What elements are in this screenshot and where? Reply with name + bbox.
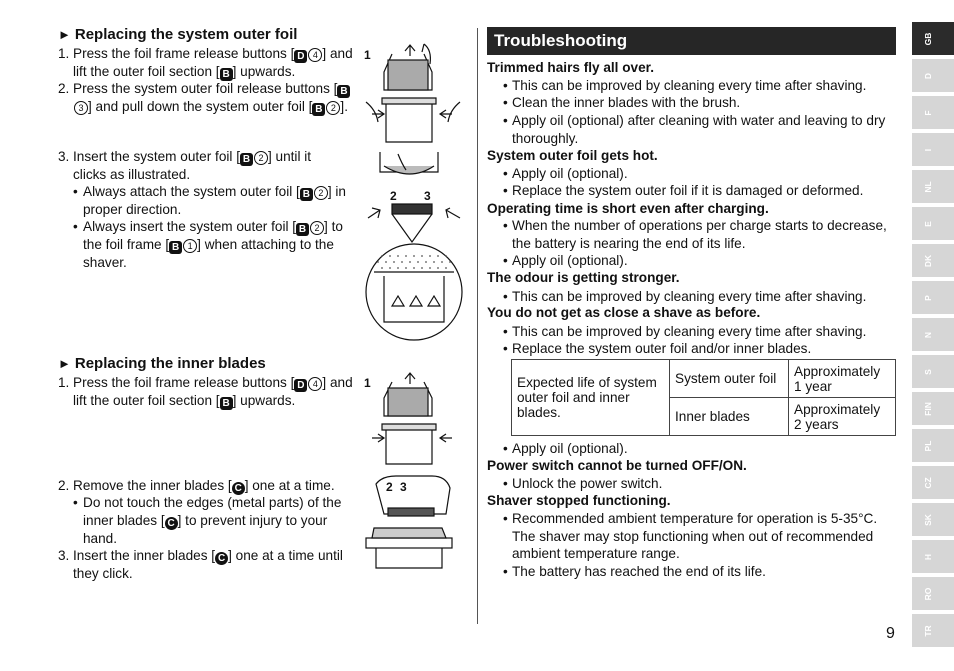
figure-label: 3: [400, 480, 407, 494]
solution-text: This can be improved by cleaning every time after shaving.: [512, 289, 867, 304]
expected-life-label: Expected life of system outer foil and inner blades.: [512, 360, 670, 436]
solution-bullet: [503, 440, 898, 458]
column-divider: [477, 28, 478, 624]
language-tab-label: DK: [923, 254, 933, 267]
language-tab-e[interactable]: [912, 207, 954, 240]
instruction-step: [58, 45, 358, 81]
step-number: 2.: [58, 478, 70, 493]
language-tab-h[interactable]: [912, 540, 954, 573]
solution-text: Recommended ambient temperature for operation is 5-35°C. The shaver may stop functioning when out of recommended ambient temperature range.: [512, 511, 878, 562]
problem-heading: The odour is getting stronger.: [487, 270, 680, 285]
instruction-step: [58, 148, 348, 184]
part-b-badge: B: [337, 85, 350, 98]
inner-blades-illustration: [362, 372, 466, 582]
outer-foil-heading: ► Replacing the system outer foil: [58, 26, 298, 43]
solution-bullet: [503, 288, 898, 306]
step-number: 1.: [58, 46, 70, 61]
solution-bullet: [503, 112, 898, 147]
language-tab-f[interactable]: [912, 96, 954, 129]
bullet-icon: •: [503, 324, 508, 339]
part-c-badge: C: [232, 482, 245, 495]
step-text: Press the foil frame release buttons [ D 4 ] and lift the outer foil section [ B ] upwards.: [73, 46, 353, 80]
part-b-badge: B: [220, 68, 233, 81]
language-tab-fin[interactable]: [912, 392, 954, 425]
table-cell: Approximately 2 years: [789, 398, 896, 436]
language-tab-cz[interactable]: [912, 466, 954, 499]
instruction-step: [58, 547, 358, 583]
language-tab-d[interactable]: [912, 59, 954, 92]
solution-text: Apply oil (optional).: [512, 166, 628, 181]
language-tab-label: P: [923, 294, 933, 301]
language-tab-label: NL: [923, 180, 933, 193]
figure-label: 1: [364, 376, 371, 390]
figure-label: 1: [364, 48, 371, 62]
bullet-icon: •: [503, 511, 508, 526]
solution-text: Apply oil (optional).: [512, 441, 628, 456]
heading-marker-icon: ►: [58, 356, 71, 371]
language-tab-label: S: [923, 368, 933, 375]
solution-text: The battery has reached the end of its life.: [512, 564, 766, 579]
shaver-diagram-icon: [362, 372, 466, 582]
step-number: 2.: [58, 81, 70, 96]
bullet-icon: •: [503, 441, 508, 456]
language-tab-n[interactable]: [912, 318, 954, 351]
solution-bullet: [503, 563, 898, 581]
circled-number: 2: [314, 186, 328, 200]
solution-text: Apply oil (optional) after cleaning with water and leaving to dry thoroughly.: [512, 113, 886, 146]
bullet-icon: •: [503, 218, 508, 233]
language-tab-label: TR: [923, 624, 933, 637]
problem-heading: You do not get as close a shave as before.: [487, 305, 761, 320]
step-text: Press the system outer foil release buttons [ B3 ] and pull down the system outer foil [ B 2 ].: [58, 80, 358, 116]
part-b-badge: B: [296, 223, 309, 236]
solution-bullet: [503, 340, 898, 358]
part-d-badge: D: [294, 379, 307, 392]
solution-text: Unlock the power switch.: [512, 476, 663, 491]
language-tab-tr[interactable]: [912, 614, 954, 647]
step-text: Insert the inner blades [ C ] one at a time until they click.: [73, 548, 343, 581]
solution-bullet: [503, 323, 898, 341]
language-tab-label: SK: [923, 513, 933, 526]
instruction-bullet: [73, 494, 358, 547]
language-tab-label: GB: [923, 32, 933, 45]
solution-text: Replace the system outer foil and/or inner blades.: [512, 341, 812, 356]
problem-heading: System outer foil gets hot.: [487, 148, 658, 163]
solution-bullet: [503, 77, 898, 95]
language-tab-dk[interactable]: [912, 244, 954, 277]
inner-blades-heading: ► Replacing the inner blades: [58, 355, 266, 372]
instruction-bullet: [73, 218, 358, 272]
language-tab-sk[interactable]: [912, 503, 954, 536]
figure-label: 2: [386, 480, 393, 494]
part-b-badge: B: [300, 188, 313, 201]
problem-heading: Power switch cannot be turned OFF/ON.: [487, 458, 747, 473]
language-tab-nl[interactable]: [912, 170, 954, 203]
instruction-step: [58, 477, 368, 495]
instruction-step: [58, 374, 358, 410]
troubleshooting-heading: Troubleshooting: [487, 27, 896, 55]
problem-heading: Trimmed hairs fly all over.: [487, 60, 654, 75]
part-d-badge: D: [294, 50, 307, 63]
part-b-badge: B: [169, 241, 182, 254]
language-tab-label: D: [923, 72, 933, 79]
language-tab-label: N: [923, 331, 933, 338]
step-text: Remove the inner blades [ C ] one at a time.: [73, 478, 335, 494]
bullet-icon: •: [503, 78, 508, 93]
solution-text: Clean the inner blades with the brush.: [512, 95, 741, 110]
bullet-icon: •: [73, 495, 78, 510]
problem-heading: Operating time is short even after charging.: [487, 201, 769, 216]
heading-marker-icon: ►: [58, 27, 71, 42]
solution-text: Apply oil (optional).: [512, 253, 628, 268]
solution-text: This can be improved by cleaning every time after shaving.: [512, 78, 867, 93]
language-tab-label: RO: [923, 587, 933, 600]
solution-bullet: [503, 252, 898, 270]
shaver-diagram-icon: [362, 42, 466, 342]
language-tab-pl[interactable]: [912, 429, 954, 462]
language-tab-label: CZ: [923, 476, 933, 489]
circled-number: 4: [308, 48, 322, 62]
bullet-icon: •: [503, 183, 508, 198]
language-tab-label: FIN: [923, 401, 933, 416]
step-text: Press the foil frame release buttons [ D 4 ] and lift the outer foil section [ B ] upwards.: [73, 375, 353, 409]
figure-label: 3: [424, 189, 431, 203]
bullet-icon: •: [503, 95, 508, 110]
language-tab-label: H: [923, 553, 933, 560]
language-tab-label: F: [923, 109, 933, 116]
solution-bullet: [503, 94, 898, 112]
instruction-step: [58, 80, 358, 116]
bullet-icon: •: [503, 289, 508, 304]
bullet-icon: •: [73, 184, 78, 199]
circled-number: 2: [310, 221, 324, 235]
page-number: 9: [886, 625, 895, 642]
solution-text: When the number of operations per charge starts to decrease, the battery is nearing the end of its life.: [512, 218, 887, 251]
problem-heading: Shaver stopped functioning.: [487, 493, 671, 508]
circled-number: 1: [183, 239, 197, 253]
circled-number: 3: [74, 101, 88, 115]
instruction-bullet: [73, 183, 358, 219]
solution-bullet: [503, 510, 898, 563]
solution-text: Replace the system outer foil if it is damaged or deformed.: [512, 183, 864, 198]
solution-bullet: [503, 182, 898, 200]
table-cell: Approximately 1 year: [789, 360, 896, 398]
part-c-badge: C: [165, 517, 178, 530]
expected-life-table: [511, 359, 896, 436]
bullet-icon: •: [503, 476, 508, 491]
part-b-badge: B: [240, 153, 253, 166]
solution-text: This can be improved by cleaning every time after shaving.: [512, 324, 867, 339]
solution-bullet: [503, 165, 898, 183]
bullet-icon: •: [503, 113, 508, 128]
language-tab-i[interactable]: [912, 133, 954, 166]
bullet-icon: •: [73, 219, 78, 234]
language-tab-p[interactable]: [912, 281, 954, 314]
step-number: 3.: [58, 149, 70, 164]
table-cell: Inner blades: [670, 398, 789, 436]
language-tab-label: E: [923, 220, 933, 227]
circled-number: 2: [254, 151, 268, 165]
part-b-badge: B: [312, 103, 325, 116]
language-tab-ro[interactable]: [912, 577, 954, 610]
bullet-icon: •: [503, 564, 508, 579]
solution-bullet: [503, 475, 898, 493]
figure-label: 2: [390, 189, 397, 203]
step-number: 3.: [58, 548, 70, 563]
table-cell: System outer foil: [670, 360, 789, 398]
bullet-icon: •: [503, 341, 508, 356]
bullet-text: Do not touch the edges (metal parts) of the inner blades [ C ] to prevent injury to your hand.: [83, 495, 342, 546]
bullet-icon: •: [503, 166, 508, 181]
language-tab-label: I: [923, 148, 933, 151]
language-tab-s[interactable]: [912, 355, 954, 388]
language-tab-label: PL: [923, 440, 933, 451]
step-text: Insert the system outer foil [ B 2 ] until it clicks as illustrated.: [73, 149, 312, 182]
bullet-text: Always attach the system outer foil [ B 2 ] in proper direction.: [83, 184, 346, 217]
solution-bullet: [503, 217, 898, 252]
language-tab-gb[interactable]: [912, 22, 954, 55]
bullet-icon: •: [503, 253, 508, 268]
circled-number: 2: [326, 101, 340, 115]
bullet-text: Always insert the system outer foil [ B 2 ] to the foil frame [ B 1 ] when attaching to the shaver.: [83, 219, 343, 270]
step-number: 1.: [58, 375, 70, 390]
part-b-badge: B: [220, 397, 233, 410]
circled-number: 4: [308, 377, 322, 391]
part-c-badge: C: [215, 552, 228, 565]
outer-foil-illustration: [362, 42, 466, 342]
